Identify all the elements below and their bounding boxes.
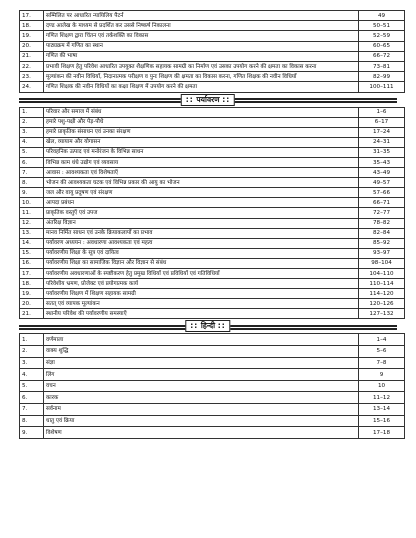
row-pages: 110–114 xyxy=(359,279,405,289)
row-title: विशेषण xyxy=(44,427,359,439)
row-number: 13. xyxy=(20,228,44,238)
table-row xyxy=(20,168,405,178)
row-pages: 78–82 xyxy=(359,218,405,228)
table-row xyxy=(20,61,405,71)
row-number: 8. xyxy=(20,178,44,188)
table-row xyxy=(20,41,405,51)
row-number: 4. xyxy=(20,137,44,147)
row-pages: 43–49 xyxy=(359,168,405,178)
row-pages: 49–57 xyxy=(359,178,405,188)
row-pages: 52–59 xyxy=(359,31,405,41)
row-number: 8. xyxy=(20,415,44,427)
row-pages: 104–110 xyxy=(359,269,405,279)
row-number: 3. xyxy=(20,127,44,137)
table-row xyxy=(20,415,405,427)
row-number: 7. xyxy=(20,168,44,178)
row-pages: 114–120 xyxy=(359,289,405,299)
table-row xyxy=(20,334,405,346)
row-pages: 17–18 xyxy=(359,427,405,439)
table-row xyxy=(20,178,405,188)
row-title: आपदा प्रबंधन xyxy=(44,198,359,208)
row-number: 18. xyxy=(20,21,44,31)
row-pages: 100–111 xyxy=(359,82,405,92)
row-pages: 85–92 xyxy=(359,238,405,248)
row-title: संज्ञा xyxy=(44,357,359,369)
row-pages: 1–6 xyxy=(359,107,405,117)
section-heading: :: हिन्दी :: xyxy=(185,320,230,332)
row-number: 3. xyxy=(20,357,44,369)
row-pages: 66–71 xyxy=(359,198,405,208)
table-row xyxy=(20,147,405,157)
table-row xyxy=(20,157,405,167)
row-pages: 66–72 xyxy=(359,51,405,61)
row-title: वचन xyxy=(44,380,359,392)
row-title: पर्यावरणीय शिक्षण में शिक्षण सहायक सामग्री xyxy=(44,289,359,299)
row-pages: 9 xyxy=(359,369,405,381)
row-number: 6. xyxy=(20,157,44,167)
row-pages: 82–84 xyxy=(359,228,405,238)
row-title: कारक xyxy=(44,392,359,404)
row-number: 20. xyxy=(20,41,44,51)
table-row xyxy=(20,51,405,61)
row-title: हमारे प्राकृतिक संसाधन एवं उनका संरक्षण xyxy=(44,127,359,137)
table-row xyxy=(20,82,405,92)
row-pages: 31–35 xyxy=(359,147,405,157)
row-title: विभिन्न काम धंधे उद्योग एवं व्यवसाय xyxy=(44,157,359,167)
row-number: 10. xyxy=(20,198,44,208)
table-row xyxy=(20,117,405,127)
table-row xyxy=(20,228,405,238)
table-row xyxy=(20,309,405,319)
row-pages: 5–6 xyxy=(359,346,405,358)
contents-page xyxy=(19,10,397,439)
row-number: 14. xyxy=(20,238,44,248)
row-title: मानव निर्मित साधन एवं उनके क्रियाकलापों का प्रभाव xyxy=(44,228,359,238)
table-row xyxy=(20,248,405,258)
row-title: वर्णमाला xyxy=(44,334,359,346)
row-pages: 127–132 xyxy=(359,309,405,319)
row-pages: 72–77 xyxy=(359,208,405,218)
row-title: प्रभावी शिक्षण हेतु परिवेश आधारित उपयुक्त शैक्षणिक सहायक सामग्री का निर्माण एवं उसका उपयोग करने की क्षमता का विकास करना xyxy=(44,61,359,71)
row-number: 22. xyxy=(20,61,44,71)
row-title: लिंग xyxy=(44,369,359,381)
row-title: पाठ्यक्रम में गणित का स्थान xyxy=(44,41,359,51)
row-title: आवास : आवश्यकता एवं विशेषताएँ xyxy=(44,168,359,178)
table-row xyxy=(20,21,405,31)
row-pages: 24–31 xyxy=(359,137,405,147)
row-number: 21. xyxy=(20,309,44,319)
row-pages: 73–81 xyxy=(359,61,405,71)
row-title: भोजन की आवश्यकता घटक एवं विभिन्न प्रकार की आयु का भोजन xyxy=(44,178,359,188)
row-pages: 49 xyxy=(359,11,405,21)
row-title: गणित शिक्षक की नवीन विधियों का कक्षा शिक्षण में उपयोग करने की क्षमता xyxy=(44,82,359,92)
row-pages: 17–24 xyxy=(359,127,405,137)
table-row xyxy=(20,258,405,268)
row-title: सतत् एवं व्यापक मूल्यांकन xyxy=(44,299,359,309)
table-row xyxy=(20,392,405,404)
table-row xyxy=(20,198,405,208)
row-title: हमारे पशु-पक्षी और पेड़-पौधे xyxy=(44,117,359,127)
row-number: 23. xyxy=(20,72,44,82)
environment-section-header xyxy=(19,93,397,107)
row-number: 12. xyxy=(20,218,44,228)
hindi-contents-table xyxy=(19,333,405,438)
row-pages: 57–66 xyxy=(359,188,405,198)
row-number: 17. xyxy=(20,11,44,21)
section-heading-text: हिन्दी xyxy=(200,321,216,331)
row-title: अंतरिक्ष विज्ञान xyxy=(44,218,359,228)
row-pages: 50–51 xyxy=(359,21,405,31)
row-number: 4. xyxy=(20,369,44,381)
row-number: 9. xyxy=(20,427,44,439)
row-title: धातु एवं क्रिया xyxy=(44,415,359,427)
table-row xyxy=(20,72,405,82)
table-row xyxy=(20,208,405,218)
row-title: वाक्य शुद्धि xyxy=(44,346,359,358)
table-row xyxy=(20,404,405,416)
row-number: 7. xyxy=(20,404,44,416)
row-pages: 35–43 xyxy=(359,157,405,167)
table-row xyxy=(20,11,405,21)
row-number: 19. xyxy=(20,31,44,41)
row-pages: 98–104 xyxy=(359,258,405,268)
row-number: 1. xyxy=(20,334,44,346)
table-row xyxy=(20,137,405,147)
row-number: 24. xyxy=(20,82,44,92)
row-number: 20. xyxy=(20,299,44,309)
row-title: प्राकृतिक वस्तुएँ एवं उपज xyxy=(44,208,359,218)
row-pages: 6–17 xyxy=(359,117,405,127)
row-pages: 60–65 xyxy=(359,41,405,51)
table-row xyxy=(20,299,405,309)
row-title: पर्यावरणीय शिक्षा का सामाजिक विज्ञान और विज्ञान से संबंध xyxy=(44,258,359,268)
row-title: दण्ड आलेख के माध्यम से प्रदर्शित कर उससे निष्कर्ष निकालना xyxy=(44,21,359,31)
table-row xyxy=(20,346,405,358)
row-pages: 11–12 xyxy=(359,392,405,404)
row-title: परिवहनिक उत्पाद एवं मनोरंजन के विभिन्न साधन xyxy=(44,147,359,157)
row-number: 9. xyxy=(20,188,44,198)
table-row xyxy=(20,357,405,369)
row-number: 11. xyxy=(20,208,44,218)
row-number: 17. xyxy=(20,269,44,279)
row-number: 18. xyxy=(20,279,44,289)
row-title: पर्यावरण अध्ययन : अवधारणा आवश्यकता एवं महत्व xyxy=(44,238,359,248)
row-title: मूल्यांकन की नवीन विधियाँ, निदानात्मक परीक्षण व पुनः शिक्षण की क्षमता का विकास करना, गणित शिक्षक की नवीन विधियाँ xyxy=(44,72,359,82)
table-row xyxy=(20,289,405,299)
section-heading: :: पर्यावरण :: xyxy=(181,94,235,106)
table-row xyxy=(20,238,405,248)
row-number: 21. xyxy=(20,51,44,61)
environment-contents-table xyxy=(19,107,405,320)
row-title: सम्मिलित पर आधारित न्यायिलिय पैटर्न xyxy=(44,11,359,21)
row-number: 15. xyxy=(20,248,44,258)
row-number: 5. xyxy=(20,147,44,157)
table-row xyxy=(20,369,405,381)
row-title: स्थानीय परिवेश की पर्यावरणीय समस्याएँ xyxy=(44,309,359,319)
table-row xyxy=(20,427,405,439)
row-number: 19. xyxy=(20,289,44,299)
table-row xyxy=(20,380,405,392)
row-title: परिवेशीय भ्रमण, प्रोजेक्ट एवं प्रयोगात्मक कार्य xyxy=(44,279,359,289)
row-number: 16. xyxy=(20,258,44,268)
table-row xyxy=(20,31,405,41)
row-pages: 1–4 xyxy=(359,334,405,346)
row-pages: 13–14 xyxy=(359,404,405,416)
table-row xyxy=(20,188,405,198)
row-title: परिवार और समाज में संबंध xyxy=(44,107,359,117)
row-pages: 82–99 xyxy=(359,72,405,82)
row-pages: 10 xyxy=(359,380,405,392)
row-number: 2. xyxy=(20,346,44,358)
section-heading-text: पर्यावरण xyxy=(196,94,220,104)
row-pages: 120–126 xyxy=(359,299,405,309)
table-row xyxy=(20,279,405,289)
row-title: पर्यावरणीय अवधारणाओं के स्पष्टीकरण हेतु प्रमुख विधियाँ एवं प्रविधियाँ एवं गतिविधियाँ xyxy=(44,269,359,279)
row-pages: 7–8 xyxy=(359,357,405,369)
hindi-section-header xyxy=(19,319,397,333)
row-title: जल और वायु प्रदूषण एवं संरक्षण xyxy=(44,188,359,198)
row-number: 1. xyxy=(20,107,44,117)
row-title: खेल, व्यायाम और योगासन xyxy=(44,137,359,147)
row-title: गणित शिक्षण द्वारा चिंतन एवं तर्कशक्ति का विकास xyxy=(44,31,359,41)
row-number: 2. xyxy=(20,117,44,127)
row-pages: 15–16 xyxy=(359,415,405,427)
row-pages: 93–97 xyxy=(359,248,405,258)
row-title: गणित की भाषा xyxy=(44,51,359,61)
row-number: 5. xyxy=(20,380,44,392)
table-row xyxy=(20,218,405,228)
table-row xyxy=(20,127,405,137)
row-title: पर्यावरणीय शिक्षा के सूत्र एवं दायित्व xyxy=(44,248,359,258)
table-row xyxy=(20,107,405,117)
table-row xyxy=(20,269,405,279)
math-contents-table xyxy=(19,10,405,93)
row-number: 6. xyxy=(20,392,44,404)
row-title: सर्वनाम xyxy=(44,404,359,416)
